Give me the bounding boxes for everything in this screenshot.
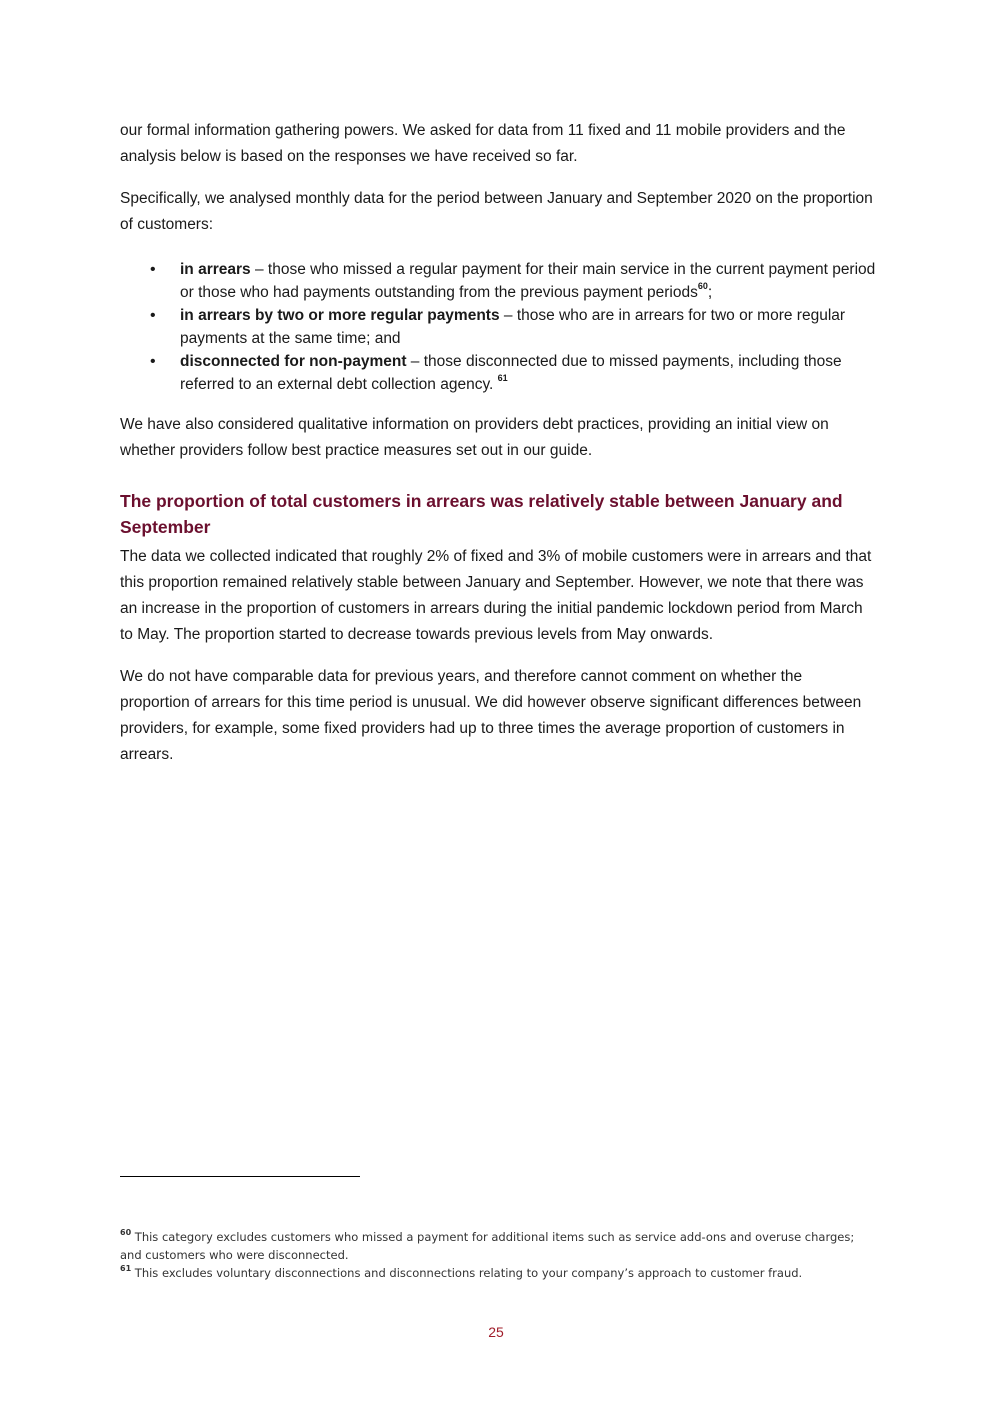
bullet-icon: • [150, 353, 156, 370]
footnote-61 [120, 1264, 860, 1282]
comparable-paragraph: We do not have comparable data for previous years, and therefore cannot comment on whether the proportion of arrears for this time period is unusual. We did however observe significant differences between providers, for example, some fixed providers had up to three times the average proportion of customers in arrears. [120, 668, 862, 763]
page-number: 25 [488, 1324, 504, 1340]
section-heading: The proportion of total customers in arrears was relatively stable between January and September [120, 491, 843, 537]
data-paragraph: The data we collected indicated that roughly 2% of fixed and 3% of mobile customers were in arrears and that this proportion remained relatively stable between January and September. However, we note that there was an increase in the proportion of customers in arrears during the initial pandemic lockdown period from March to May. The proportion started to decrease towards previous levels from May onwards. [120, 548, 872, 643]
bullet-item-disconnected [120, 350, 876, 396]
bullet-text: – those who are in arrears for two or more regular payments at the same time; and [180, 307, 846, 347]
bullet-icon: • [150, 307, 156, 324]
footnote-60 [120, 1228, 860, 1264]
bullet-list [120, 258, 876, 396]
footnote-number: 60 [120, 1228, 132, 1238]
bullet-term: in arrears [180, 261, 251, 278]
bullet-term: disconnected for non-payment [180, 353, 407, 370]
specifically-paragraph: Specifically, we analysed monthly data for the period between January and September 2020 on the proportion of customers: [120, 190, 873, 233]
footnotes [120, 1228, 860, 1282]
footnote-text: This excludes voluntary disconnections and disconnections relating to your company’s approach to customer fraud. [131, 1266, 803, 1280]
bullet-item-two-or-more [120, 304, 876, 350]
bullet-suffix: ; [707, 284, 713, 301]
footnote-reference[interactable]: 60 [697, 280, 708, 291]
footnote-number: 61 [120, 1264, 132, 1274]
intro-paragraph: our formal information gathering powers. We asked for data from 11 fixed and 11 mobile providers and the analysis below is based on the responses we have received so far. [120, 122, 846, 165]
main-content [120, 118, 876, 784]
bullet-item-in-arrears [120, 258, 876, 304]
bullet-term: in arrears by two or more regular payments [180, 307, 500, 324]
bullet-text: – those disconnected due to missed payments, including those referred to an external debt collection agency. [180, 353, 842, 393]
footnote-reference[interactable]: 61 [497, 372, 508, 383]
qualitative-paragraph: We have also considered qualitative information on providers debt practices, providing an initial view on whether providers follow best practice measures set out in our guide. [120, 416, 829, 459]
bullet-icon: • [150, 261, 156, 278]
footnote-divider [120, 1176, 360, 1177]
footnote-text: This category excludes customers who missed a payment for additional items such as service add-ons and overuse charges; and customers who were disconnected. [120, 1230, 855, 1262]
bullet-text: – those who missed a regular payment for their main service in the current payment period or those who had payments outstanding from the previous payment periods [180, 261, 876, 301]
